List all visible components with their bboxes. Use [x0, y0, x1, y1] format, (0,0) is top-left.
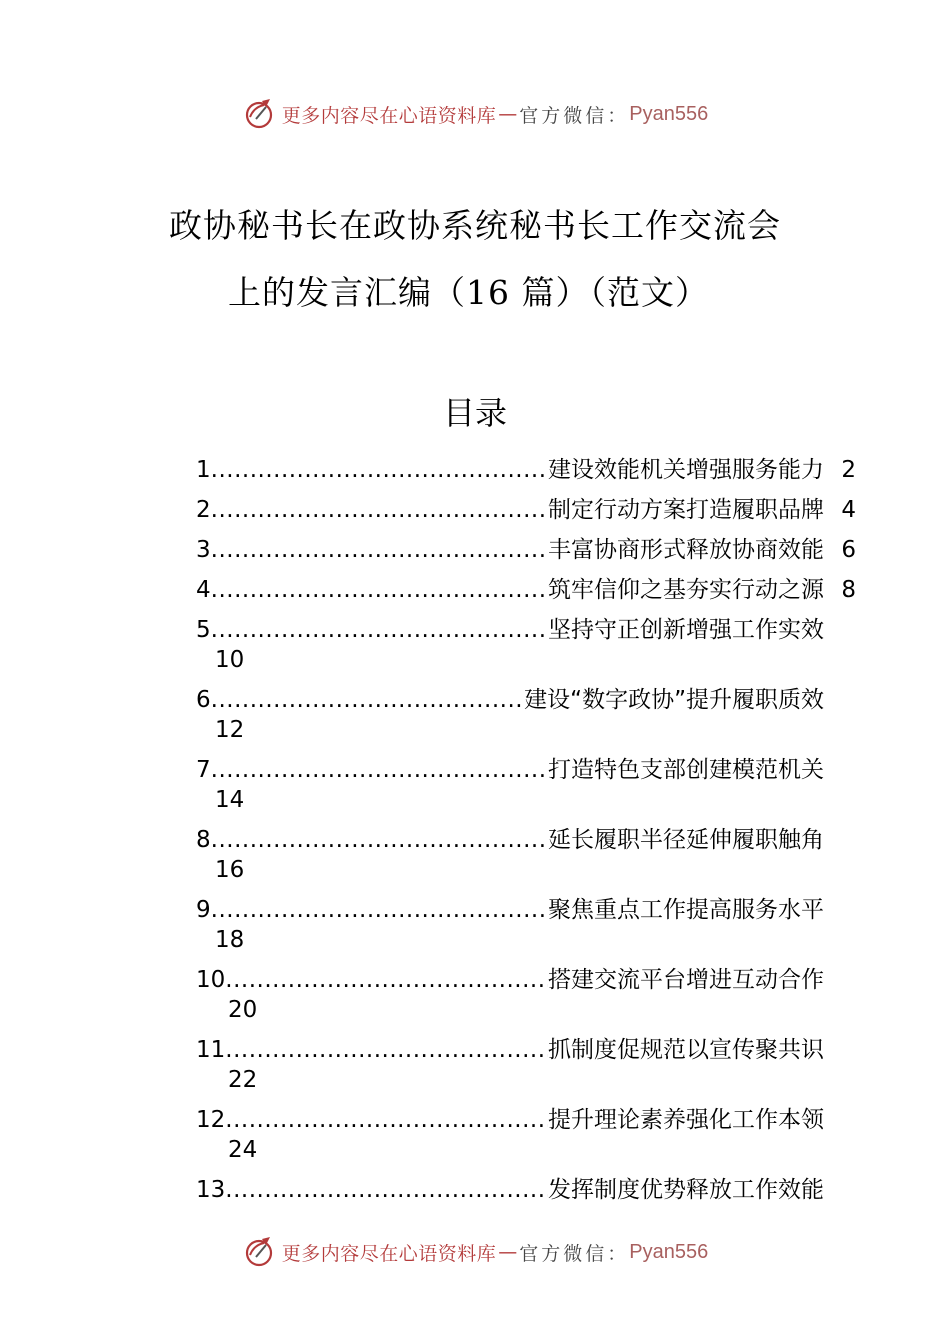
quill-logo-icon — [242, 1235, 276, 1269]
header-dash: — — [498, 103, 518, 125]
footer-dash: — — [498, 1241, 518, 1263]
toc-entry-page: 4 — [841, 497, 856, 523]
quill-logo-icon — [242, 97, 276, 131]
toc-entry[interactable] — [196, 1170, 856, 1210]
table-of-contents — [196, 450, 856, 1210]
toc-entry-title: 坚持守正创新增强工作实效 — [548, 617, 824, 643]
toc-leader-dots — [211, 570, 548, 610]
toc-leader-dots — [225, 1170, 548, 1210]
toc-entry-title: 搭建交流平台增进互动合作 — [548, 967, 824, 993]
header-brand: 更多内容尽在心语资料库 — [281, 104, 497, 127]
toc-entry-title: 延长履职半径延伸履职触角 — [548, 827, 824, 853]
toc-entry[interactable] — [196, 820, 856, 890]
toc-entry-title: 提升理论素养强化工作本领 — [548, 1107, 824, 1133]
document-title-line1: 政协秘书长在政协系统秘书长工作交流会 — [169, 206, 781, 245]
toc-leader-dots — [211, 890, 548, 930]
toc-entry-number: 9 — [196, 897, 211, 923]
toc-entry-number: 4 — [196, 577, 211, 603]
toc-entry-page: 8 — [841, 577, 856, 603]
toc-entry-number: 13 — [196, 1177, 226, 1203]
toc-entry-number: 5 — [196, 617, 211, 643]
toc-entry-number: 3 — [196, 537, 211, 563]
toc-entry-page: 10 — [215, 647, 245, 673]
toc-entry-title: 建设效能机关增强服务能力 — [548, 457, 824, 483]
toc-entry-page: 12 — [215, 717, 245, 743]
toc-entry-title: 打造特色支部创建模范机关 — [548, 757, 824, 783]
toc-leader-dots — [211, 750, 548, 790]
toc-entry-number: 6 — [196, 687, 211, 713]
toc-entry-title: 建设“数字政协”提升履职质效 — [524, 687, 824, 713]
toc-entry-page: 22 — [228, 1067, 258, 1093]
toc-leader-dots — [211, 820, 548, 860]
toc-entry-page: 6 — [841, 537, 856, 563]
toc-entry[interactable] — [196, 680, 856, 750]
toc-entry-number: 7 — [196, 757, 211, 783]
toc-leader-dots — [211, 490, 548, 530]
toc-entry-number: 10 — [196, 967, 226, 993]
toc-entry[interactable] — [196, 960, 856, 1030]
toc-entry[interactable] — [196, 450, 856, 490]
toc-entry[interactable] — [196, 890, 856, 960]
toc-entry-title: 制定行动方案打造履职品牌 — [548, 497, 824, 523]
toc-entry[interactable] — [196, 1100, 856, 1170]
toc-leader-dots — [211, 680, 525, 720]
toc-leader-dots — [225, 1100, 548, 1140]
toc-entry[interactable] — [196, 490, 856, 530]
toc-leader-dots — [225, 960, 548, 1000]
toc-leader-dots — [211, 610, 548, 650]
footer-wechat-id: Pyan556 — [629, 1240, 709, 1263]
toc-entry-title: 聚焦重点工作提高服务水平 — [548, 897, 824, 923]
toc-leader-dots — [211, 450, 548, 490]
toc-leader-dots — [225, 1030, 548, 1070]
toc-entry-title: 筑牢信仰之基夯实行动之源 — [548, 577, 824, 603]
footer-wechat-label: 官方微信： — [519, 1242, 630, 1265]
toc-entry[interactable] — [196, 610, 856, 680]
toc-leader-dots — [211, 530, 548, 570]
footer-banner — [0, 1232, 950, 1272]
toc-entry-number: 8 — [196, 827, 211, 853]
toc-entry-number: 1 — [196, 457, 211, 483]
toc-entry-title: 发挥制度优势释放工作效能 — [548, 1177, 824, 1203]
toc-entry-number: 12 — [196, 1107, 226, 1133]
toc-entry-number: 2 — [196, 497, 211, 523]
toc-entry-page: 14 — [215, 787, 245, 813]
toc-entry-title: 抓制度促规范以宣传聚共识 — [548, 1037, 824, 1063]
header-wechat-id: Pyan556 — [629, 102, 709, 125]
footer-brand: 更多内容尽在心语资料库 — [281, 1242, 497, 1265]
toc-entry-page: 24 — [228, 1137, 258, 1163]
toc-entry[interactable] — [196, 750, 856, 820]
toc-entry-page: 18 — [215, 927, 245, 953]
toc-entry-title: 丰富协商形式释放协商效能 — [548, 537, 824, 563]
document-title-line2: 上的发言汇编（16 篇）（范文） — [228, 273, 709, 312]
toc-entry-page: 20 — [228, 997, 258, 1023]
toc-entry[interactable] — [196, 570, 856, 610]
toc-entry[interactable] — [196, 1030, 856, 1100]
toc-entry[interactable] — [196, 530, 856, 570]
toc-heading: 目录 — [442, 394, 507, 432]
toc-entry-number: 11 — [196, 1037, 226, 1063]
header-banner — [0, 94, 950, 134]
header-wechat-label: 官方微信： — [519, 104, 630, 127]
toc-entry-page: 16 — [215, 857, 245, 883]
toc-entry-page: 2 — [841, 457, 856, 483]
